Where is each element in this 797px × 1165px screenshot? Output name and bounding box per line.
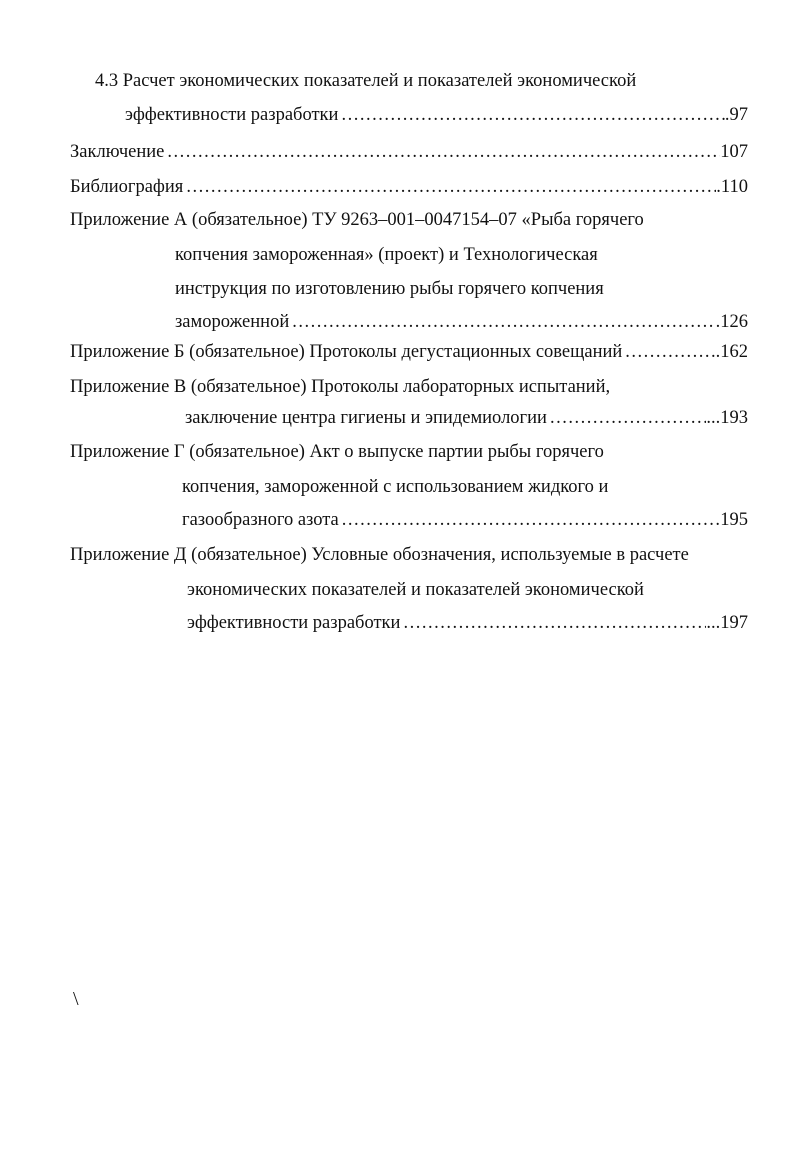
dot-leader: [400, 610, 706, 636]
toc-entry-page: 195: [720, 510, 748, 530]
toc-entry: [175, 276, 604, 302]
toc-entry-title: Приложение А (обязательное) ТУ 9263–001–0047154–07 «Рыба горячего: [70, 210, 644, 230]
dot-leader: [622, 339, 711, 365]
toc-entry-title: эффективности разработки: [187, 613, 401, 633]
toc-entry-title: инструкция по изготовлению рыбы горячего копчения: [175, 279, 604, 299]
toc-entry-title: газообразного азота: [182, 510, 339, 530]
toc-entry-page: ...197: [706, 613, 748, 633]
toc-entry: [175, 309, 748, 335]
toc-entry-title: Приложение Д (обязательное) Условные обозначения, используемые в расчете: [70, 545, 689, 565]
toc-entry-page: .126: [715, 312, 748, 332]
toc-entry-page: ...193: [706, 408, 748, 428]
toc-entry: [187, 610, 748, 636]
dot-leader: [164, 139, 720, 165]
dot-leader: [339, 507, 720, 533]
toc-entry-title: Библиография: [70, 177, 184, 197]
toc-entry: [70, 207, 644, 233]
toc-entry: [95, 68, 636, 94]
dot-leader: [183, 174, 716, 200]
toc-entry: [70, 174, 748, 200]
toc-entry-title: заключение центра гигиены и эпидемиологии: [185, 408, 547, 428]
toc-entry-title: Заключение: [70, 142, 165, 162]
toc-entry-title: эффективности разработки: [125, 105, 339, 125]
toc-entry: [185, 405, 748, 431]
toc-entry: [70, 439, 604, 465]
toc-entry-title: Приложение В (обязательное) Протоколы лабораторных испытаний,: [70, 377, 611, 397]
toc-entry-title: экономических показателей и показателей экономической: [187, 580, 644, 600]
toc-entry: [125, 102, 748, 128]
dot-leader: [289, 309, 715, 335]
toc-entry: [182, 507, 748, 533]
toc-entry: [70, 139, 748, 165]
toc-entry: [175, 242, 598, 268]
stray-mark: \: [73, 988, 79, 1010]
toc-entry: [70, 374, 610, 400]
toc-entry-page: .97: [724, 105, 748, 125]
toc-entry-title: копчения замороженная» (проект) и Технологическая: [175, 245, 598, 265]
dot-leader: [547, 405, 706, 431]
toc-entry-page: 107: [720, 142, 748, 162]
toc-entry: [70, 339, 748, 365]
toc-entry-title: замороженной: [175, 312, 290, 332]
toc-entry-title: Приложение Г (обязательное) Акт о выпуске партии рыбы горячего: [70, 442, 604, 462]
toc-entry: [70, 542, 689, 568]
toc-entry-title: 4.3 Расчет экономических показателей и показателей экономической: [95, 71, 637, 91]
toc-entry: [182, 474, 608, 500]
toc-entry-page: .110: [716, 177, 748, 197]
toc-entry-page: ..162: [711, 342, 748, 362]
toc-entry-title: копчения, замороженной с использованием жидкого и: [182, 477, 609, 497]
toc-entry-title: Приложение Б (обязательное) Протоколы дегустационных совещаний: [70, 342, 623, 362]
toc-entry: [187, 577, 644, 603]
dot-leader: [338, 102, 724, 128]
